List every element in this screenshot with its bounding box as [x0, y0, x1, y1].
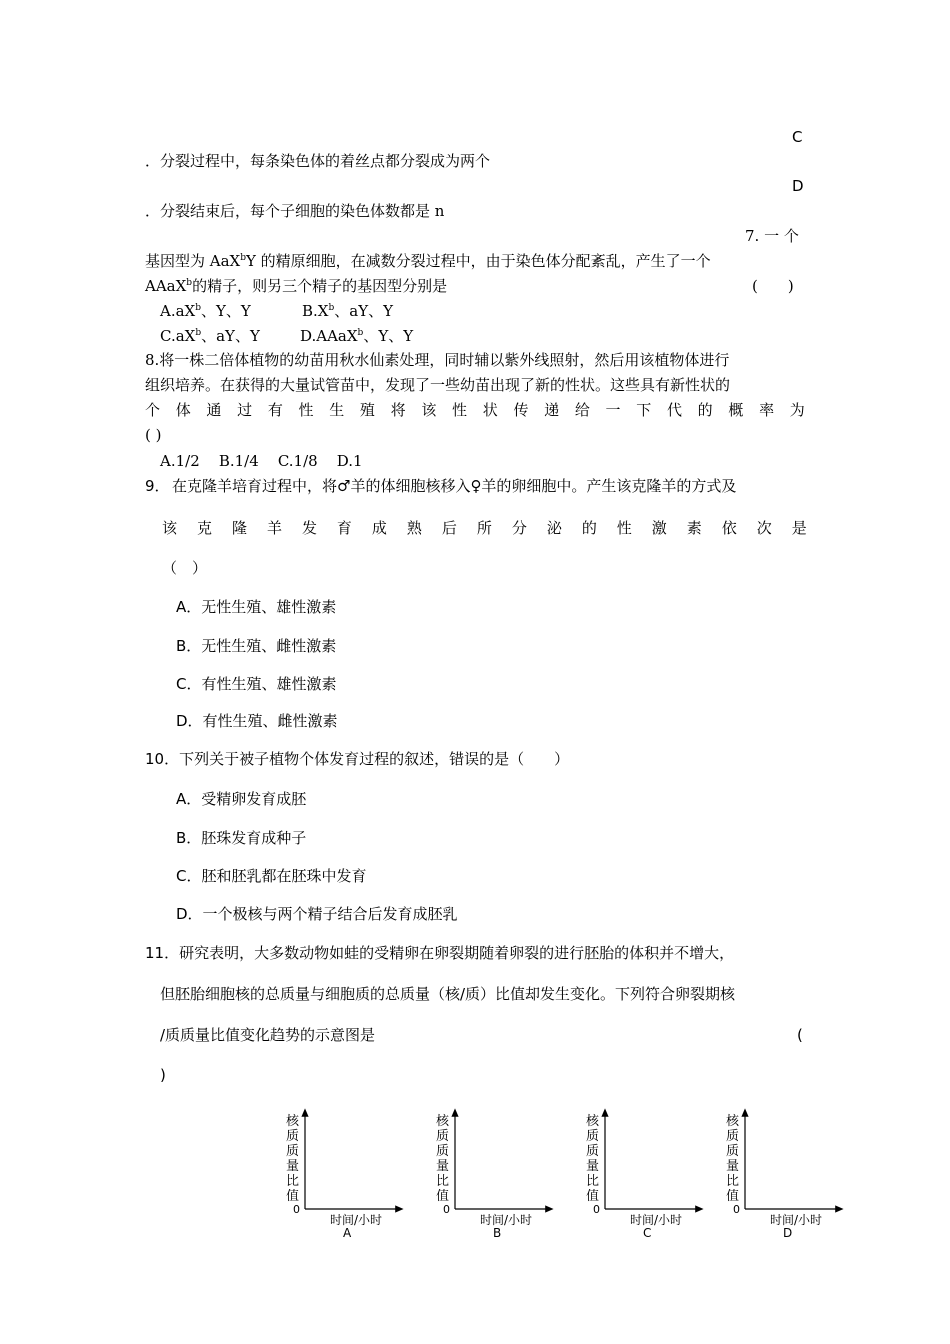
q8-stem-line3	[145, 400, 805, 420]
q9-stem-char: 次	[756, 519, 772, 537]
q11-paren-close: )	[160, 1066, 166, 1084]
q6-option-d-text: ．分裂结束后，每个子细胞的染色体数都是 n	[145, 202, 445, 220]
q8-stem-char: 生	[329, 401, 345, 419]
q8-options: A.1/2 B.1/4 C.1/8 D.1	[160, 452, 363, 470]
q8-stem-char: 个	[145, 401, 161, 419]
q8-answer-paren: ( )	[145, 426, 162, 444]
y-axis-label-char: 质	[286, 1144, 300, 1159]
x-axis-label: 时间/小时	[630, 1213, 683, 1227]
q8-stem-char: 将	[390, 401, 406, 419]
q8-stem-char: 代	[666, 401, 682, 419]
q8-stem-char: 性	[452, 401, 468, 419]
y-axis-label-char: 值	[436, 1189, 450, 1204]
x-axis-label: 时间/小时	[330, 1213, 383, 1227]
origin-zero: 0	[293, 1203, 300, 1216]
q7-stem-line2: AAaX$^b$的精子，则另三个精子的基因型分别是	[145, 277, 448, 295]
graph-letter: D	[783, 1226, 793, 1240]
q11-graph-b	[436, 1112, 550, 1240]
q7-stem-line1: 基因型为 AaX$^b$Y 的精原细胞，在减数分裂过程中，由于染色体分配紊乱，产生了一个	[145, 252, 711, 270]
q11-paren-open: (	[797, 1026, 803, 1044]
q8-stem-char: 状	[482, 401, 498, 419]
q8-stem-line1: 8.将一株二倍体植物的幼苗用秋水仙素处理，同时辅以紫外线照射，然后用该植物体进行	[145, 351, 730, 369]
y-axis-label-char: 值	[286, 1189, 300, 1204]
y-axis-label-char: 比	[726, 1174, 740, 1189]
q6-option-c-letter: C	[792, 128, 803, 146]
q9-stem-char: 该	[162, 519, 178, 537]
q9-stem-char: 育	[336, 519, 352, 537]
q9-stem-line1: 在克隆羊培育过程中，将♂羊的体细胞核移入♀羊的卵细胞中。产生该克隆羊的方式及	[172, 477, 737, 495]
q9-stem-char: 隆	[231, 519, 247, 537]
q7-option-a: $A.aX^b$、Y、Y	[160, 302, 251, 320]
q8-stem-char: 通	[206, 401, 222, 419]
q9-option-b: B．无性生殖、雌性激素	[176, 637, 337, 655]
q8-stem-char: 为	[789, 401, 805, 419]
q9-stem-char: 泌	[546, 519, 562, 537]
q8-stem-char: 有	[267, 401, 283, 419]
q11-graph-d	[726, 1112, 840, 1240]
q9-stem-char: 发	[301, 519, 317, 537]
q7-option-d: D.AAaX$^b$、Y、Y	[300, 327, 414, 345]
q9-stem-char: 的	[581, 519, 597, 537]
y-axis-label-char: 核	[586, 1114, 600, 1129]
q11-graph-c	[586, 1112, 700, 1240]
y-axis-label-char: 质	[586, 1129, 600, 1144]
q8-stem-char: 一	[605, 401, 621, 419]
q9-option-a: A．无性生殖、雄性激素	[176, 598, 337, 616]
q7-answer-paren: ( )	[752, 277, 794, 295]
q11-stem-line2: 但胚胎细胞核的总质量与细胞质的总质量（核/质）比值却发生变化。下列符合卵裂期核	[160, 985, 736, 1003]
q11-stem-line3: /质质量比值变化趋势的示意图是	[160, 1026, 376, 1044]
y-axis-label-char: 量	[286, 1159, 300, 1174]
q8-stem-char: 给	[574, 401, 590, 419]
y-axis-label-char: 量	[726, 1159, 740, 1174]
q9-stem-char: 熟	[406, 519, 422, 537]
q8-stem-char: 率	[759, 401, 775, 419]
q10-option-b: B．胚珠发育成种子	[176, 829, 307, 847]
q9-option-c: C．有性生殖、雄性激素	[176, 675, 337, 693]
graph-letter: C	[643, 1226, 652, 1240]
q10-option-a: A．受精卵发育成胚	[176, 790, 307, 808]
q8-stem-char: 下	[636, 401, 652, 419]
q7-option-c: $C.aX^b$、aY、Y	[160, 327, 260, 345]
q9-stem-char: 素	[686, 519, 702, 537]
q10-stem: 10．下列关于被子植物个体发育过程的叙述，错误的是（ ）	[145, 750, 570, 768]
q8-stem-char: 概	[728, 401, 744, 419]
q11-graph-a	[286, 1112, 400, 1240]
q8-stem-char: 传	[513, 401, 529, 419]
q10-option-c: C．胚和胚乳都在胚珠中发育	[176, 867, 367, 885]
q8-stem-char: 该	[421, 401, 437, 419]
q9-stem-char: 羊	[266, 519, 282, 537]
q7-option-b: $B.X^b$、aY、Y	[302, 302, 393, 320]
y-axis-label-char: 质	[286, 1129, 300, 1144]
q9-stem-char: 依	[721, 519, 737, 537]
y-axis-label-char: 比	[436, 1174, 450, 1189]
y-axis-label-char: 质	[436, 1129, 450, 1144]
q11-stem-line1: 11．研究表明，大多数动物如蛙的受精卵在卵裂期随着卵裂的进行胚胎的体积并不增大，	[145, 944, 735, 962]
q11-graphs-figure	[0, 1100, 950, 1250]
graph-letter: B	[493, 1226, 502, 1240]
y-axis-label-char: 量	[586, 1159, 600, 1174]
y-axis-label-char: 质	[726, 1144, 740, 1159]
y-axis-label-char: 量	[436, 1159, 450, 1174]
q7-number: 7. 一 个	[745, 227, 799, 245]
q8-stem-line2: 组织培养。在获得的大量试管苗中，发现了一些幼苗出现了新的性状。这些具有新性状的	[145, 376, 731, 394]
origin-zero: 0	[593, 1203, 600, 1216]
x-axis-label: 时间/小时	[480, 1213, 533, 1227]
graph-letter: A	[343, 1226, 352, 1240]
y-axis-label-char: 核	[286, 1114, 300, 1129]
q6-option-d-letter: D	[792, 177, 804, 195]
y-axis-label-char: 质	[436, 1144, 450, 1159]
y-axis-label-char: 质	[586, 1144, 600, 1159]
q9-option-d: D．有性生殖、雌性激素	[176, 712, 338, 730]
q9-stem-line2	[162, 518, 807, 538]
y-axis-label-char: 比	[286, 1174, 300, 1189]
y-axis-label-char: 值	[726, 1189, 740, 1204]
q9-stem-char: 性	[616, 519, 632, 537]
y-axis-label-char: 质	[726, 1129, 740, 1144]
q9-answer-paren: （ ）	[162, 559, 208, 577]
q8-stem-char: 体	[175, 401, 191, 419]
q8-stem-char: 过	[237, 401, 253, 419]
y-axis-label-char: 比	[586, 1174, 600, 1189]
y-axis-label-char: 核	[726, 1114, 740, 1129]
q9-stem-char: 是	[791, 519, 807, 537]
q9-number: 9．	[145, 477, 170, 495]
q8-stem-char: 递	[544, 401, 560, 419]
q9-stem-char: 分	[511, 519, 527, 537]
x-axis-label: 时间/小时	[770, 1213, 823, 1227]
y-axis-label-char: 值	[586, 1189, 600, 1204]
q9-stem-char: 克	[196, 519, 212, 537]
q9-stem-char: 成	[371, 519, 387, 537]
origin-zero: 0	[443, 1203, 450, 1216]
q8-stem-char: 的	[697, 401, 713, 419]
q10-option-d: D．一个极核与两个精子结合后发育成胚乳	[176, 905, 458, 923]
q9-stem-char: 激	[651, 519, 667, 537]
origin-zero: 0	[733, 1203, 740, 1216]
q6-option-c-text: ．分裂过程中，每条染色体的着丝点都分裂成为两个	[145, 152, 491, 170]
y-axis-label-char: 核	[436, 1114, 450, 1129]
q9-stem-char: 所	[476, 519, 492, 537]
q8-stem-char: 性	[298, 401, 314, 419]
q9-stem-char: 后	[441, 519, 457, 537]
q8-stem-char: 殖	[359, 401, 375, 419]
